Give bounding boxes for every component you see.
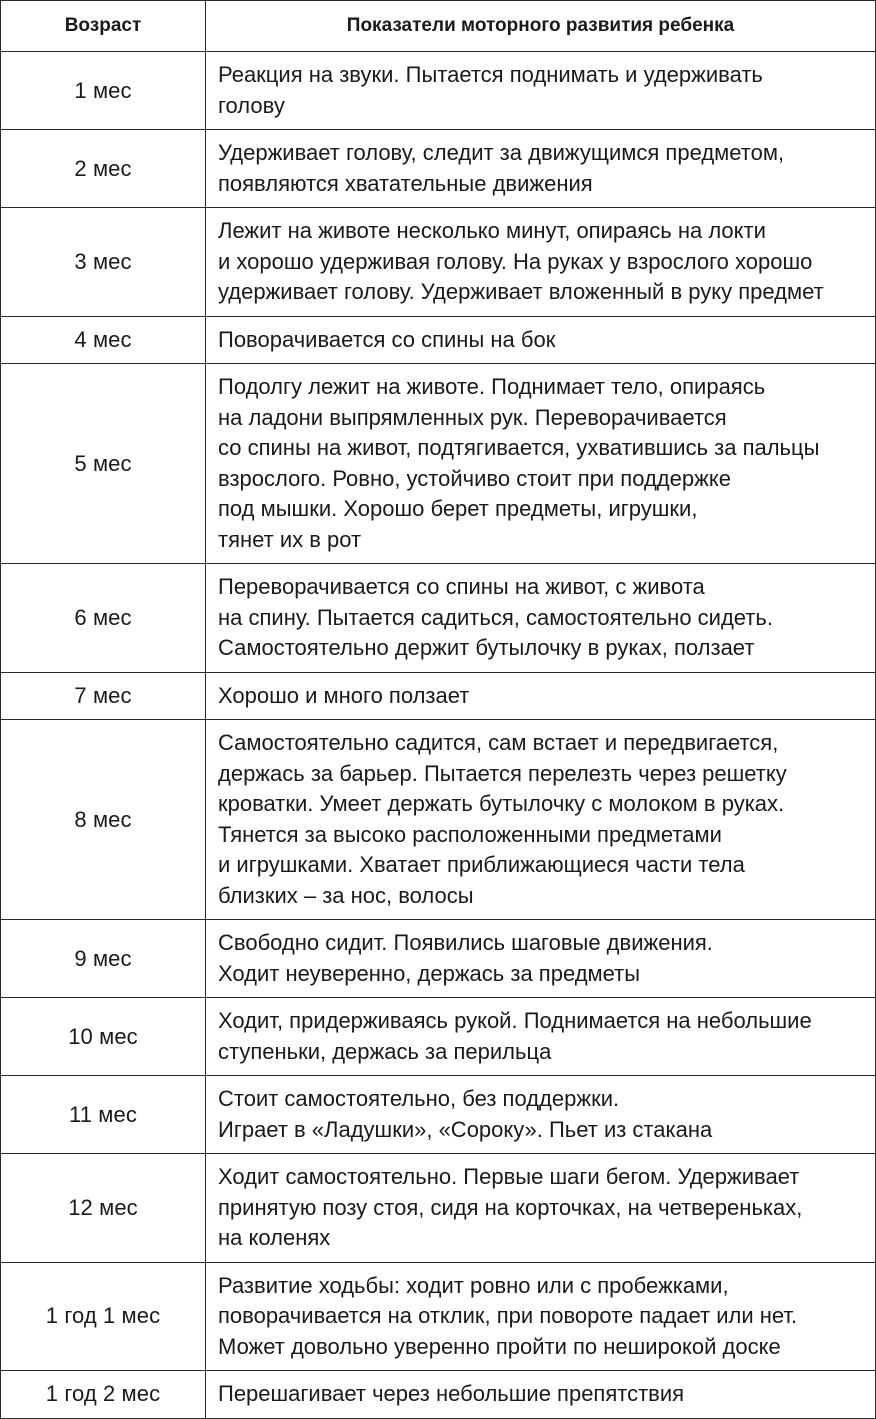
age-cell: 6 мес (1, 564, 206, 673)
description-cell: Самостоятельно садится, сам встает и передвигается, держась за барьер. Пытается перелезть через решетку кроватки. Умеет держать бутылочку с молоком в руках. Тянется за высоко расположенными предметами и игрушками. Хватает приближающиеся части тела близких – за нос, волосы (206, 720, 876, 920)
table-header-row (1, 1, 876, 52)
description-cell: Подолгу лежит на животе. Поднимает тело, опираясь на ладони выпрямленных рук. Переворачивается со спины на живот, подтягивается, ухватившись за пальцы взрослого. Ровно, устойчиво стоит при поддержке под мышки. Хорошо берет предметы, игрушки, тянет их в рот (206, 364, 876, 564)
table-row (1, 1371, 876, 1419)
age-cell: 2 мес (1, 130, 206, 208)
age-cell: 7 мес (1, 672, 206, 720)
description-cell: Удерживает голову, следит за движущимся предметом, появляются хватательные движения (206, 130, 876, 208)
table-row (1, 208, 876, 317)
description-cell: Перешагивает через небольшие препятствия (206, 1371, 876, 1419)
age-cell: 5 мес (1, 364, 206, 564)
age-cell: 8 мес (1, 720, 206, 920)
description-cell: Ходит самостоятельно. Первые шаги бегом. Удерживает принятую позу стоя, сидя на корточках, на четвереньках, на коленях (206, 1154, 876, 1263)
table-row (1, 920, 876, 998)
table-row (1, 52, 876, 130)
description-cell: Поворачивается со спины на бок (206, 316, 876, 364)
age-cell: 9 мес (1, 920, 206, 998)
age-column-header: Возраст (1, 1, 206, 52)
indicators-column-header: Показатели моторного развития ребенка (206, 1, 876, 52)
description-cell: Стоит самостоятельно, без поддержки. Играет в «Ладушки», «Сороку». Пьет из стакана (206, 1076, 876, 1154)
table-row (1, 364, 876, 564)
age-cell: 1 мес (1, 52, 206, 130)
age-cell: 4 мес (1, 316, 206, 364)
description-cell: Свободно сидит. Появились шаговые движения. Ходит неуверенно, держась за предметы (206, 920, 876, 998)
description-cell: Переворачивается со спины на живот, с живота на спину. Пытается садиться, самостоятельно сидеть. Самостоятельно держит бутылочку в руках, ползает (206, 564, 876, 673)
table-row (1, 1154, 876, 1263)
age-cell: 1 год 2 мес (1, 1371, 206, 1419)
age-cell: 12 мес (1, 1154, 206, 1263)
age-cell: 11 мес (1, 1076, 206, 1154)
age-cell: 3 мес (1, 208, 206, 317)
description-cell: Хорошо и много ползает (206, 672, 876, 720)
description-cell: Реакция на звуки. Пытается поднимать и удерживать голову (206, 52, 876, 130)
table-row (1, 1076, 876, 1154)
table-row (1, 1262, 876, 1371)
description-cell: Лежит на животе несколько минут, опираясь на локти и хорошо удерживая голову. На руках у взрослого хорошо удерживает голову. Удерживает вложенный в руку предмет (206, 208, 876, 317)
description-cell: Развитие ходьбы: ходит ровно или с пробежками, поворачивается на отклик, при повороте падает или нет. Может довольно уверенно пройти по неширокой доске (206, 1262, 876, 1371)
table-row (1, 316, 876, 364)
age-cell: 1 год 1 мес (1, 1262, 206, 1371)
table-row (1, 998, 876, 1076)
table-row (1, 130, 876, 208)
table-row (1, 720, 876, 920)
age-cell: 10 мес (1, 998, 206, 1076)
table-row (1, 672, 876, 720)
table-row (1, 564, 876, 673)
description-cell: Ходит, придерживаясь рукой. Поднимается на небольшие ступеньки, держась за перильца (206, 998, 876, 1076)
